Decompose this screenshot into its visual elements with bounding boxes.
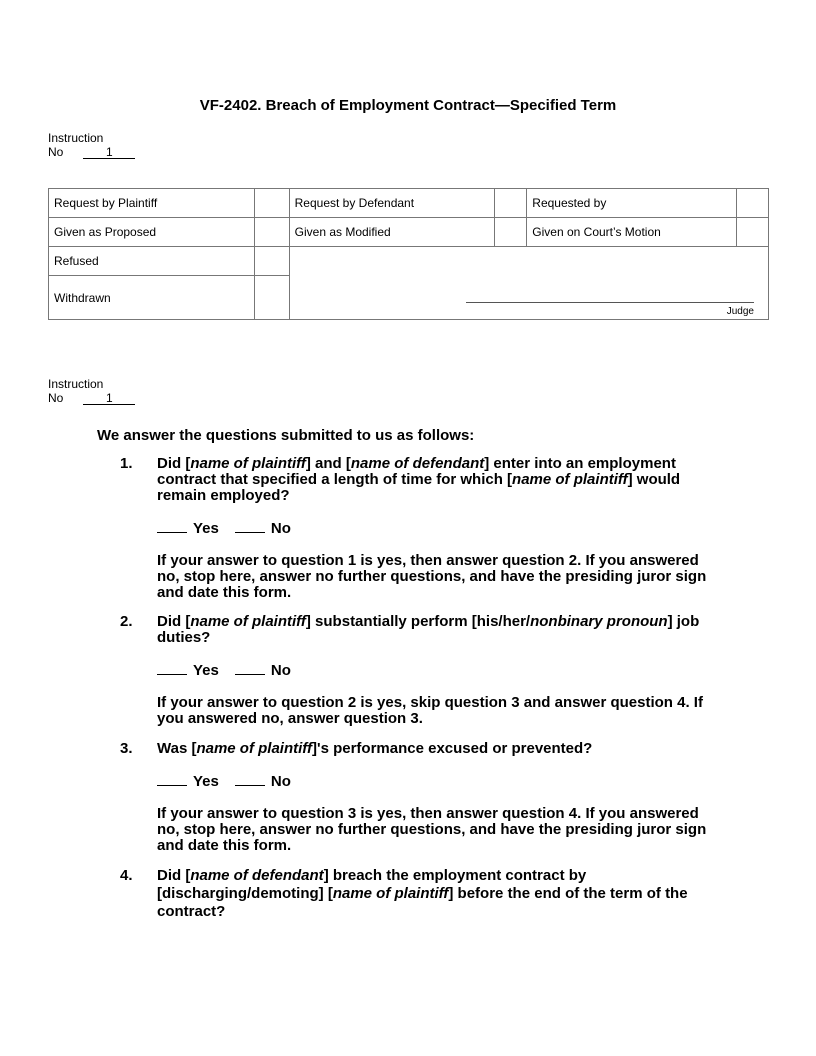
question-text-segment: ] enter into an employment contract that specified a length of time for which [ [157, 455, 676, 488]
question-text-segment: ] before the end of the term of the contract? [157, 885, 688, 920]
placeholder-text: name of plaintiff [190, 455, 306, 472]
question-text-segment: Did [ [157, 613, 191, 630]
yes-label: Yes [193, 520, 219, 537]
question-2 [120, 614, 720, 727]
question-text-segment: Did [ [157, 455, 191, 472]
question-text-segment: ] job duties? [157, 613, 700, 646]
question-text [157, 867, 720, 921]
request-defendant-box[interactable] [495, 189, 527, 218]
verdict-intro: We answer the questions submitted to us as follows: [97, 427, 475, 444]
question-1 [120, 456, 720, 601]
given-modified-label: Given as Modified [289, 218, 495, 247]
yes-blank[interactable] [157, 520, 187, 533]
instruction-status-table [48, 188, 769, 320]
placeholder-text: name of plaintiff [196, 740, 313, 757]
page-title: VF-2402. Breach of Employment Contract—Specified Term [199, 97, 617, 114]
no-blank[interactable] [235, 520, 265, 533]
judge-signature-area [289, 247, 768, 320]
instruction-number: 1 [83, 392, 135, 405]
instruction-number-block [48, 131, 135, 159]
yes-no-answer [157, 520, 720, 537]
question-number: 4. [120, 867, 133, 884]
question-instruction: If your answer to question 1 is yes, then answer question 2. If you answered no, stop here, answer no further questions, and have the presiding juror sign and date this form. [157, 552, 707, 601]
placeholder-text: name of plaintiff [190, 613, 306, 630]
no-label: No [270, 773, 291, 790]
instruction-label: Instruction [48, 131, 104, 145]
question-number: 3. [120, 740, 133, 757]
question-number: 2. [120, 613, 133, 630]
yes-no-answer [157, 773, 720, 790]
given-court-box[interactable] [737, 218, 769, 247]
request-plaintiff-label: Request by Plaintiff [49, 189, 255, 218]
yes-label: Yes [193, 662, 219, 679]
yes-no-answer [157, 662, 720, 679]
placeholder-text: name of plaintiff [332, 885, 449, 902]
question-4 [120, 867, 720, 921]
no-label: No [270, 662, 291, 679]
requested-by-box[interactable] [737, 189, 769, 218]
judge-label: Judge [726, 306, 754, 317]
no-label: No [270, 520, 291, 537]
placeholder-text: nonbinary pronoun [530, 613, 668, 630]
yes-blank[interactable] [157, 773, 187, 786]
placeholder-text: name of defendant [190, 867, 324, 884]
question-text-segment: ] substantially perform [his/her/ [305, 613, 531, 630]
given-court-label: Given on Court’s Motion [527, 218, 737, 247]
requested-by-label: Requested by [527, 189, 737, 218]
withdrawn-label: Withdrawn [49, 276, 255, 320]
question-text [157, 456, 720, 504]
question-text-segment: Was [ [157, 740, 197, 757]
no-label: No [48, 145, 64, 159]
refused-box[interactable] [254, 247, 289, 276]
instruction-number-block-2 [48, 377, 135, 405]
request-defendant-label: Request by Defendant [289, 189, 495, 218]
placeholder-text: name of defendant [350, 455, 485, 472]
no-label: No [48, 391, 64, 405]
no-blank[interactable] [235, 773, 265, 786]
yes-blank[interactable] [157, 662, 187, 675]
yes-label: Yes [193, 773, 219, 790]
withdrawn-box[interactable] [254, 276, 289, 320]
question-text-segment: ] breach the employment contract by [discharging/demoting] [ [157, 867, 587, 902]
question-text-segment: ] and [ [305, 455, 351, 472]
no-blank[interactable] [235, 662, 265, 675]
given-modified-box[interactable] [495, 218, 527, 247]
question-text [157, 614, 720, 646]
request-plaintiff-box[interactable] [254, 189, 289, 218]
instruction-number: 1 [83, 146, 135, 159]
question-text-segment: ]'s performance excused or prevented? [312, 740, 593, 757]
question-instruction: If your answer to question 2 is yes, skip question 3 and answer question 4. If you answered no, answer question 3. [157, 694, 703, 727]
question-text-segment: ] would remain employed? [157, 471, 681, 504]
question-number: 1. [120, 455, 133, 472]
question-text [157, 741, 720, 757]
given-proposed-label: Given as Proposed [49, 218, 255, 247]
refused-label: Refused [49, 247, 255, 276]
given-proposed-box[interactable] [254, 218, 289, 247]
question-3 [120, 741, 720, 854]
judge-signature-line[interactable] [466, 302, 754, 303]
question-instruction: If your answer to question 3 is yes, then answer question 4. If you answered no, stop here, answer no further questions, and have the presiding juror sign and date this form. [157, 805, 707, 854]
instruction-label: Instruction [48, 377, 104, 391]
question-text-segment: Did [ [157, 867, 191, 884]
placeholder-text: name of plaintiff [512, 471, 628, 488]
